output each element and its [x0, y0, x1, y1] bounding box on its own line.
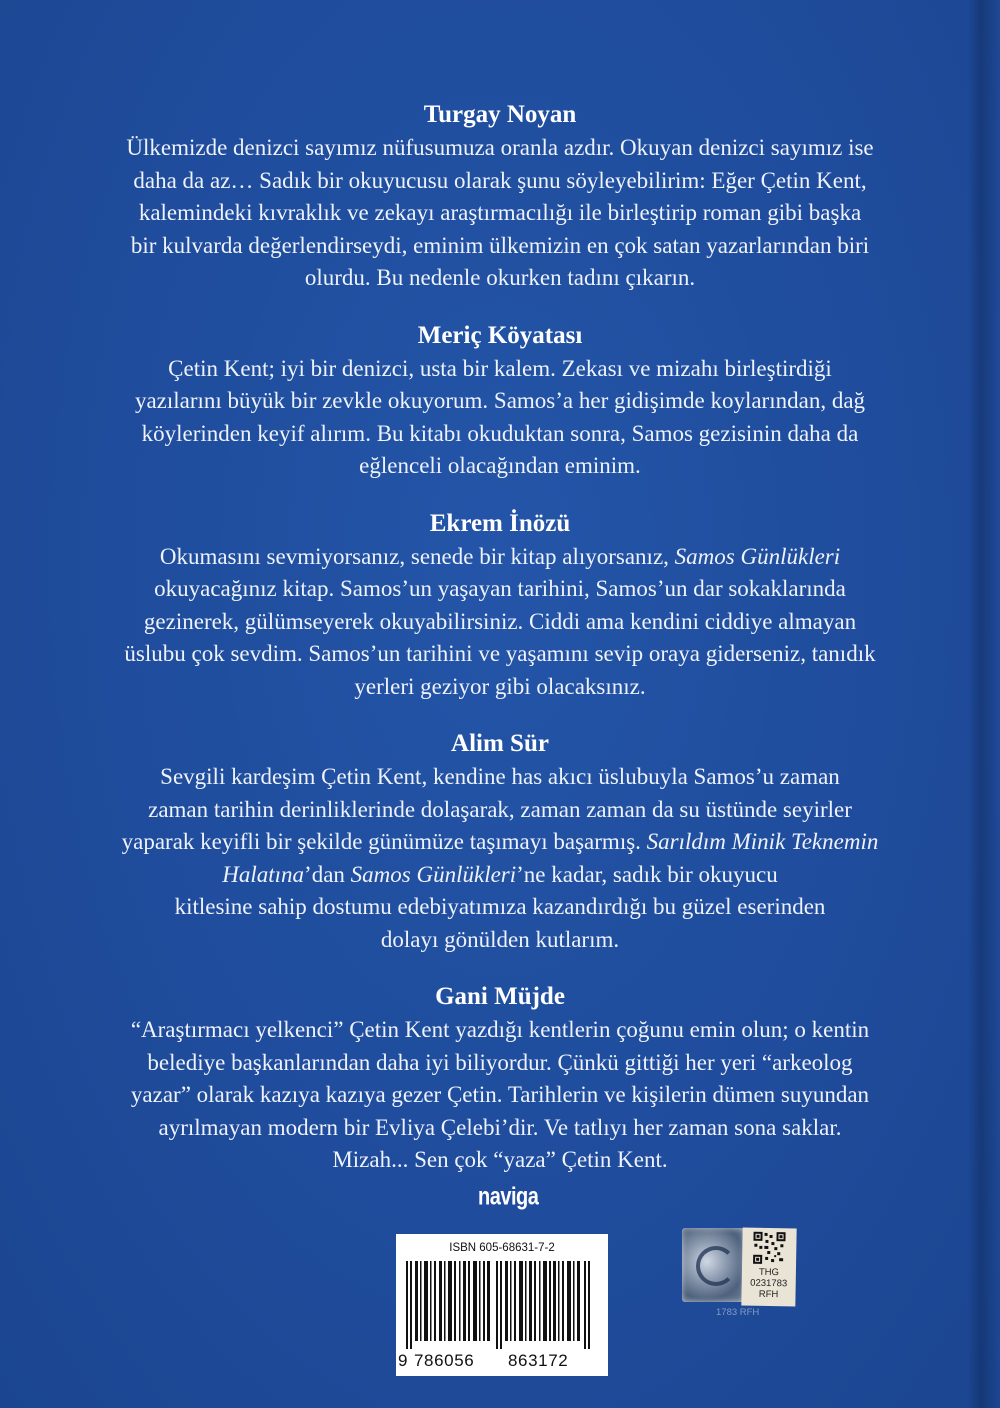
reviewer-name: Meriç Köyatası — [417, 321, 583, 349]
review-line: ’dan — [304, 861, 351, 887]
review-text — [60, 1014, 940, 1177]
barcode-digit-group: 786056 — [414, 1351, 475, 1370]
book-title: Samos Günlükleri — [350, 861, 517, 887]
review-gani-mujde — [60, 982, 940, 1177]
cover-edge — [968, 0, 1000, 1408]
review-alim-sur — [60, 729, 940, 956]
review-line: Sevgili kardeşim Çetin Kent, kendine has akıcı üslubuyla Samos’u zaman — [160, 764, 840, 789]
review-line: okuyacağınız kitap. Samos’un yaşayan tarihini, Samos’un dar sokaklarında — [154, 576, 846, 601]
review-line: Mizah... Sen çok “yaza” Çetin Kent. — [332, 1147, 668, 1172]
review-line: bir kulvarda değerlendirseydi, eminim ülkemizin en çok satan yazarlarından biri — [130, 232, 870, 258]
review-line: köylerinden keyif alırım. Bu kitabı okuduktan sonra, Samos gezisinin daha da — [141, 420, 859, 446]
review-line: gezinerek, gülümseyerek okuyabilirsiniz. Ciddi ama kendini ciddiye almayan — [143, 608, 857, 634]
review-line: dolayı gönülden kutlarım. — [380, 926, 620, 952]
review-line: Okumasını sevmiyorsanız, senede bir kitap alıyorsanız, — [159, 543, 675, 569]
hologram-sticker-icon — [682, 1228, 744, 1302]
stamp-text: 0231783 — [750, 1277, 788, 1290]
stamp-text: THG — [758, 1266, 780, 1279]
review-line: “Araştırmacı yelkenci” Çetin Kent yazdığı kentlerin çoğunu emin olun; o kentin — [130, 1017, 870, 1042]
review-text — [60, 541, 940, 704]
reviews-section — [60, 100, 940, 1203]
stamp-faded-text: 1783 RFH — [716, 1307, 760, 1318]
review-line: belediye başkanlarından daha iyi biliyordur. Çünkü gittiği her yeri “arkeolog — [147, 1049, 853, 1075]
barcode-digit-lead: 9 — [398, 1351, 409, 1370]
reviewer-name: Turgay Noyan — [423, 101, 577, 128]
review-line: kitlesine sahip dostumu edebiyatımıza kazandırdığı bu güzel eserinden — [174, 894, 826, 919]
review-line: kalemindeki kıvraklık ve zekayı araştırmacılığı ile birleştirip roman gibi başka — [138, 200, 862, 225]
reviewer-name: Alim Sür — [451, 730, 549, 757]
publisher-logo: naviga — [478, 1183, 539, 1211]
book-title: Sarıldım Minik Teknemin — [646, 829, 879, 854]
qr-code-icon — [752, 1231, 787, 1266]
review-line: zaman tarihin derinliklerinde dolaşarak, zaman zaman da su üstünde seyirler — [148, 796, 852, 822]
hologram-logo — [696, 1246, 736, 1286]
reviewer-name: Ekrem İnözü — [429, 509, 571, 537]
review-line: yazılarını büyük bir zevkle okuyorum. Samos’a her gidişimde koylarından, dağ — [134, 388, 866, 413]
review-line: yazar” olarak kazıya kazıya gezer Çetin. Tarihlerin ve kişilerin dümen suyundan — [130, 1082, 870, 1107]
review-line: ayrılmayan modern bir Evliya Çelebi’dir. Ve tatlıyı her zaman sona saklar. — [158, 1114, 842, 1140]
review-text — [60, 353, 940, 483]
review-meric-koyatasi — [60, 321, 940, 483]
book-title: Samos Günlükleri — [674, 543, 841, 569]
review-line: Çetin Kent; iyi bir denizci, usta bir kalem. Zekası ve mizahı birleştirdiği — [168, 355, 832, 381]
review-ekrem-inozu — [60, 509, 940, 704]
review-line: daha da az… Sadık bir okuyucusu olarak şunu söyleyebilirim: Eğer Çetin Kent, — [133, 167, 867, 193]
review-line: yerleri geziyor gibi olacaksınız. — [354, 673, 646, 699]
review-line: ’ne kadar, sadık bir okuyucu — [516, 861, 778, 887]
review-line: üslubu çok sevdim. Samos’un tarihini ve yaşamını sevip oraya giderseniz, tanıdık — [124, 641, 876, 666]
review-text — [60, 132, 940, 295]
review-turgay-noyan — [60, 100, 940, 295]
book-title: Halatına — [222, 861, 305, 887]
banderol-stamp — [741, 1228, 796, 1307]
review-line: eğlenceli olacağından eminim. — [359, 453, 641, 478]
barcode-digit-group: 863172 — [508, 1351, 569, 1370]
isbn-label: ISBN 605-68631-7-2 — [449, 1242, 555, 1254]
stamp-text: RFH — [758, 1288, 779, 1301]
reviewer-name: Gani Müjde — [435, 983, 565, 1010]
review-text — [60, 761, 940, 956]
isbn-barcode — [396, 1234, 608, 1376]
review-line: Ülkemizde denizci sayımız nüfusumuza oranla azdır. Okuyan denizci sayımız ise — [126, 135, 874, 160]
review-line: yaparak keyifli bir şekilde günümüze taşımayı başarmış. — [121, 829, 647, 854]
review-line: olurdu. Bu nedenle okurken tadını çıkarın. — [304, 265, 696, 290]
barcode-icon — [406, 1261, 598, 1349]
